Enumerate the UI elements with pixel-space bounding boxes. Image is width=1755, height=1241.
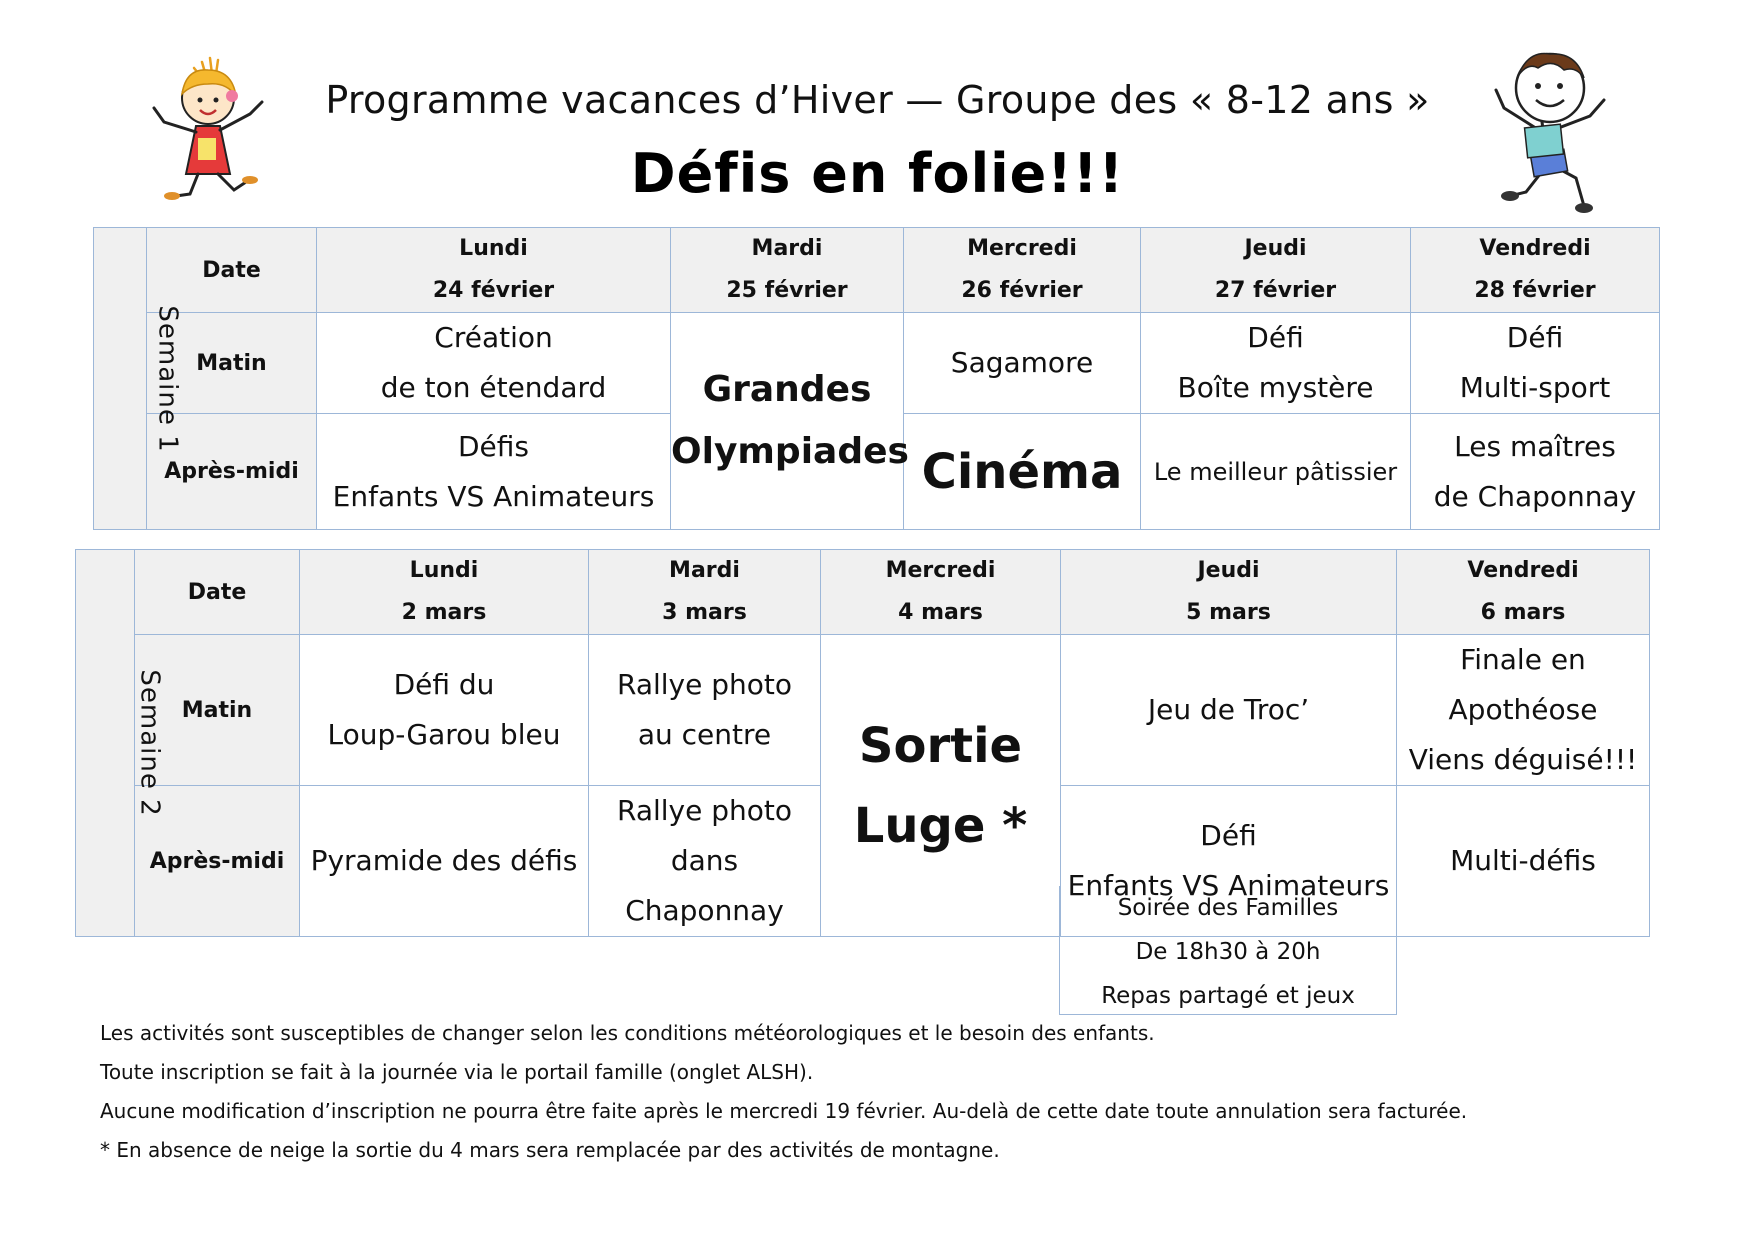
day-header: Lundi 24 février — [317, 228, 671, 313]
activity-cell: Multi-défis — [1397, 786, 1650, 937]
matin-label: Matin — [135, 635, 300, 786]
activity-cell: Les maîtres de Chaponnay — [1411, 414, 1660, 530]
day-header: Vendredi 28 février — [1411, 228, 1660, 313]
activity-cell: Défi Enfants VS Animateurs — [1061, 786, 1397, 937]
day-header: Mardi 3 mars — [589, 550, 821, 635]
apresmidi-label: Après-midi — [147, 414, 317, 530]
note-line: * En absence de neige la sortie du 4 mars sera remplacée par des activités de montagne. — [100, 1138, 1000, 1162]
activity-cell: Cinéma — [904, 414, 1141, 530]
day-header: Mercredi 26 février — [904, 228, 1141, 313]
day-header: Vendredi 6 mars — [1397, 550, 1650, 635]
activity-cell: Défi Multi-sport — [1411, 313, 1660, 414]
activity-cell: Rallye photo dans Chaponnay — [589, 786, 821, 937]
activity-cell: Défi Boîte mystère — [1141, 313, 1411, 414]
boy-illustration — [1480, 46, 1620, 216]
day-header: Jeudi 27 février — [1141, 228, 1411, 313]
day-header: Jeudi 5 mars — [1061, 550, 1397, 635]
day-header: Mardi 25 février — [671, 228, 904, 313]
note-line: Aucune modification d’inscription ne pourra être faite après le mercredi 19 février. Au-delà de cette date toute annulation sera facturée. — [100, 1099, 1468, 1123]
activity-cell: Défi du Loup-Garou bleu — [300, 635, 589, 786]
apresmidi-label: Après-midi — [135, 786, 300, 937]
date-label: Date — [135, 550, 300, 635]
date-label: Date — [147, 228, 317, 313]
activity-cell: Sagamore — [904, 313, 1141, 414]
day-header: Lundi 2 mars — [300, 550, 589, 635]
week1-label: Semaine 1 — [94, 228, 147, 530]
soiree-familles-box: Soirée des Familles De 18h30 à 20h Repas partagé et jeux — [1059, 886, 1397, 1015]
notes — [100, 1014, 1467, 1170]
activity-cell: Rallye photo au centre — [589, 635, 821, 786]
page-subtitle: Défis en folie!!! — [630, 142, 1125, 205]
week1-table — [93, 227, 1660, 530]
activity-cell: Grandes Olympiades — [671, 313, 904, 530]
day-header: Mercredi 4 mars — [821, 550, 1061, 635]
activity-cell: Pyramide des défis — [300, 786, 589, 937]
activity-cell: Création de ton étendard — [317, 313, 671, 414]
page-title: Programme vacances d’Hiver — Groupe des « 8-12 ans » — [325, 78, 1430, 122]
activity-cell: Sortie Luge * — [821, 635, 1061, 937]
matin-label: Matin — [147, 313, 317, 414]
activity-cell: Le meilleur pâtissier — [1141, 414, 1411, 530]
activity-cell: Défis Enfants VS Animateurs — [317, 414, 671, 530]
week2-label: Semaine 2 — [76, 550, 135, 937]
activity-cell: Finale en Apothéose Viens déguisé!!! — [1397, 635, 1650, 786]
activity-cell: Jeu de Troc’ — [1061, 635, 1397, 786]
week2-table — [75, 549, 1650, 937]
note-line: Toute inscription se fait à la journée via le portail famille (onglet ALSH). — [100, 1060, 814, 1084]
note-line: Les activités sont susceptibles de changer selon les conditions météorologiques et le besoin des enfants. — [100, 1021, 1155, 1045]
girl-illustration — [150, 56, 280, 206]
